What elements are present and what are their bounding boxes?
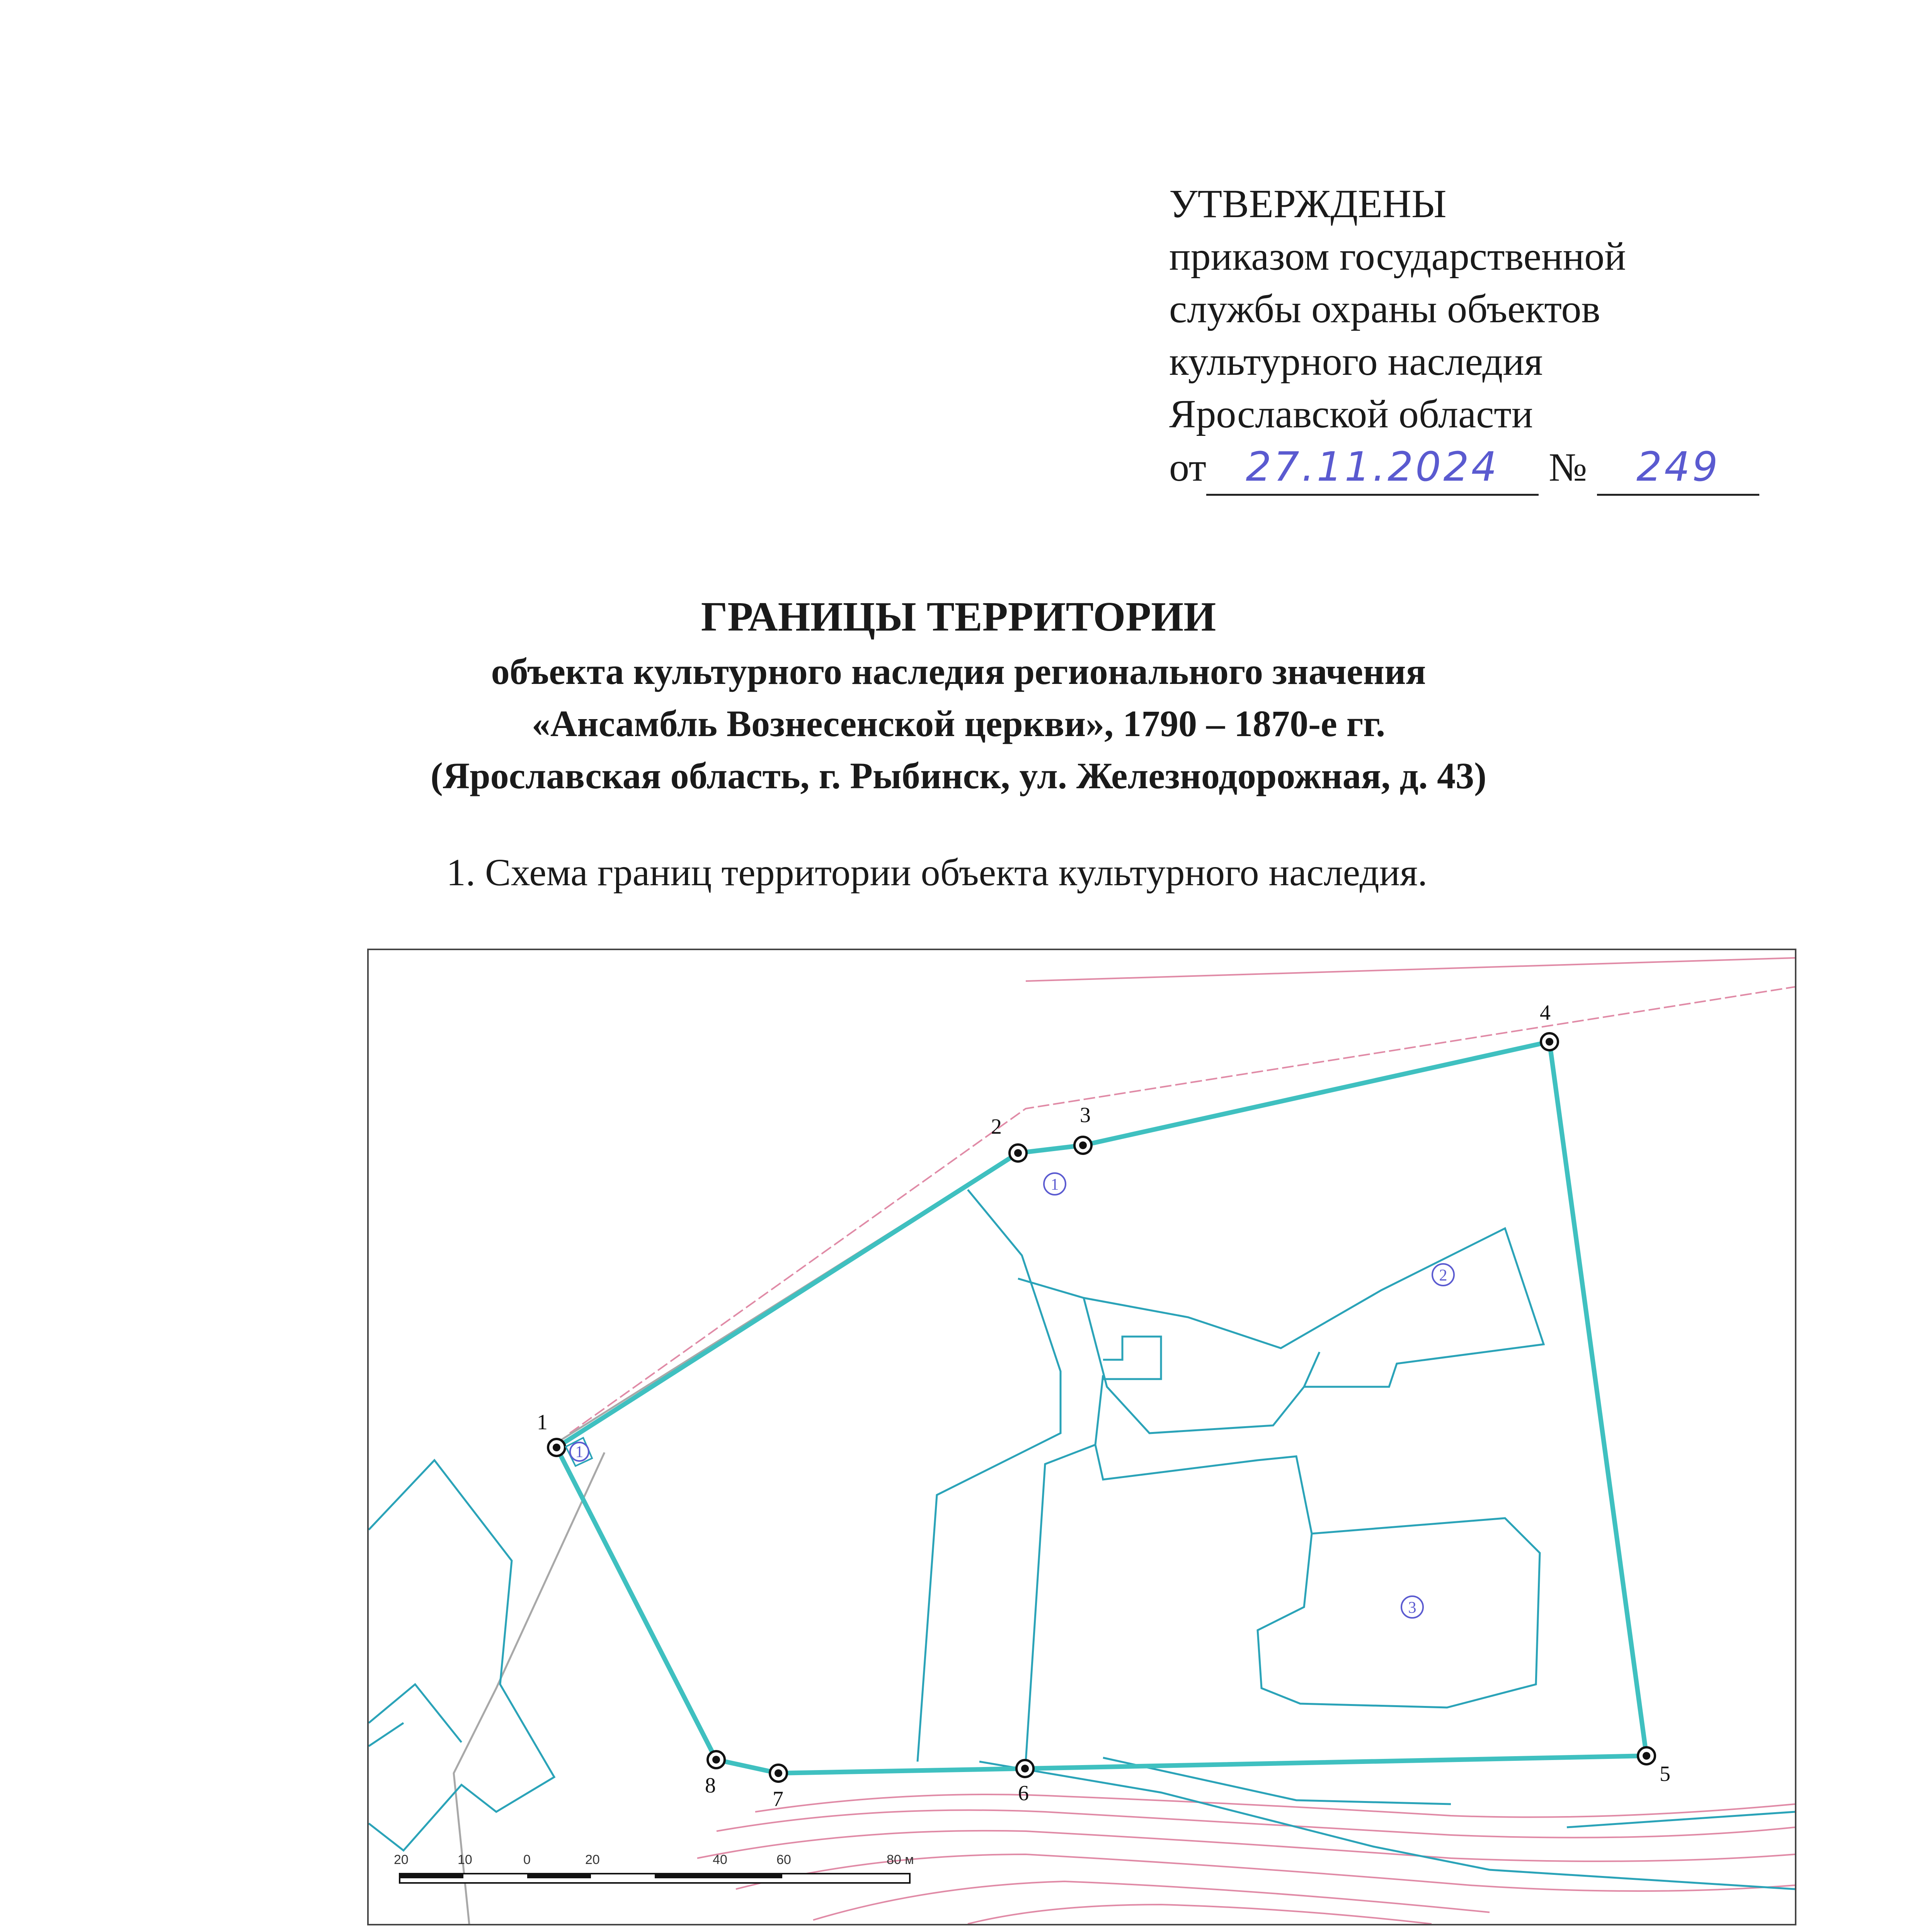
point-label: 4 xyxy=(1540,1001,1551,1025)
document-title: ГРАНИЦЫ ТЕРРИТОРИИ xyxy=(701,594,1216,640)
terrain-contours xyxy=(570,958,1795,1924)
boundary-point xyxy=(1074,1137,1091,1154)
approval-block xyxy=(1169,178,1759,496)
boundary-point xyxy=(708,1751,725,1768)
boundary-point xyxy=(1541,1033,1558,1050)
boundary-point xyxy=(1638,1747,1655,1764)
approval-number: 249 xyxy=(1636,443,1720,490)
boundary-point xyxy=(770,1765,787,1782)
approval-date: 27.11.2024 xyxy=(1246,443,1499,490)
object-marker-label: 1 xyxy=(575,1443,584,1461)
document-subtitle xyxy=(0,645,1917,802)
svg-text:60: 60 xyxy=(776,1852,791,1867)
point-label: 7 xyxy=(773,1787,783,1811)
object-marker-label: 3 xyxy=(1408,1599,1416,1617)
approval-line: Ярославской области xyxy=(1169,392,1533,436)
svg-text:20: 20 xyxy=(585,1852,600,1867)
boundary-point xyxy=(548,1439,565,1456)
date-prefix: от xyxy=(1169,445,1207,490)
subtitle-line-1: объекта культурного наследия регионального значения xyxy=(491,651,1426,692)
number-prefix: № xyxy=(1549,445,1587,490)
section-title: 1. Схема границ территории объекта культурного наследия. xyxy=(446,851,1428,894)
approval-line: приказом государственной xyxy=(1169,234,1626,279)
approval-title: УТВЕРЖДЕНЫ xyxy=(1169,182,1447,226)
point-label: 6 xyxy=(1018,1781,1029,1805)
scale-bar xyxy=(394,1852,914,1883)
subtitle-line-3: (Ярославская область, г. Рыбинск, ул. Железнодорожная, д. 43) xyxy=(430,755,1487,796)
point-label: 3 xyxy=(1080,1103,1091,1127)
point-label: 1 xyxy=(537,1410,548,1434)
object-marker-label: 1 xyxy=(1050,1176,1059,1194)
subtitle-line-2: «Ансамбль Вознесенской церкви», 1790 – 1870-е гг. xyxy=(531,703,1386,744)
map-svg xyxy=(369,950,1795,1924)
point-label: 8 xyxy=(705,1774,716,1798)
cadastral-lines xyxy=(454,1151,1020,1924)
point-label: 2 xyxy=(991,1115,1002,1139)
object-marker-label: 2 xyxy=(1439,1267,1447,1284)
boundary-point xyxy=(1010,1145,1027,1162)
point-labels xyxy=(537,1001,1670,1811)
boundary-point xyxy=(1016,1760,1033,1777)
boundary-points xyxy=(548,1033,1655,1782)
approval-line: культурного наследия xyxy=(1169,339,1543,384)
svg-text:80 м: 80 м xyxy=(887,1852,914,1867)
approval-date-line xyxy=(1169,440,1759,496)
approval-line: службы охраны объектов xyxy=(1169,287,1600,331)
svg-text:0: 0 xyxy=(523,1852,531,1867)
svg-text:40: 40 xyxy=(713,1852,727,1867)
svg-text:10: 10 xyxy=(458,1852,472,1867)
point-label: 5 xyxy=(1660,1762,1670,1786)
boundary-map xyxy=(367,949,1796,1925)
svg-text:20: 20 xyxy=(394,1852,409,1867)
map-features xyxy=(369,1190,1795,1889)
territory-boundary xyxy=(557,1042,1646,1773)
scale-labels xyxy=(394,1852,914,1867)
